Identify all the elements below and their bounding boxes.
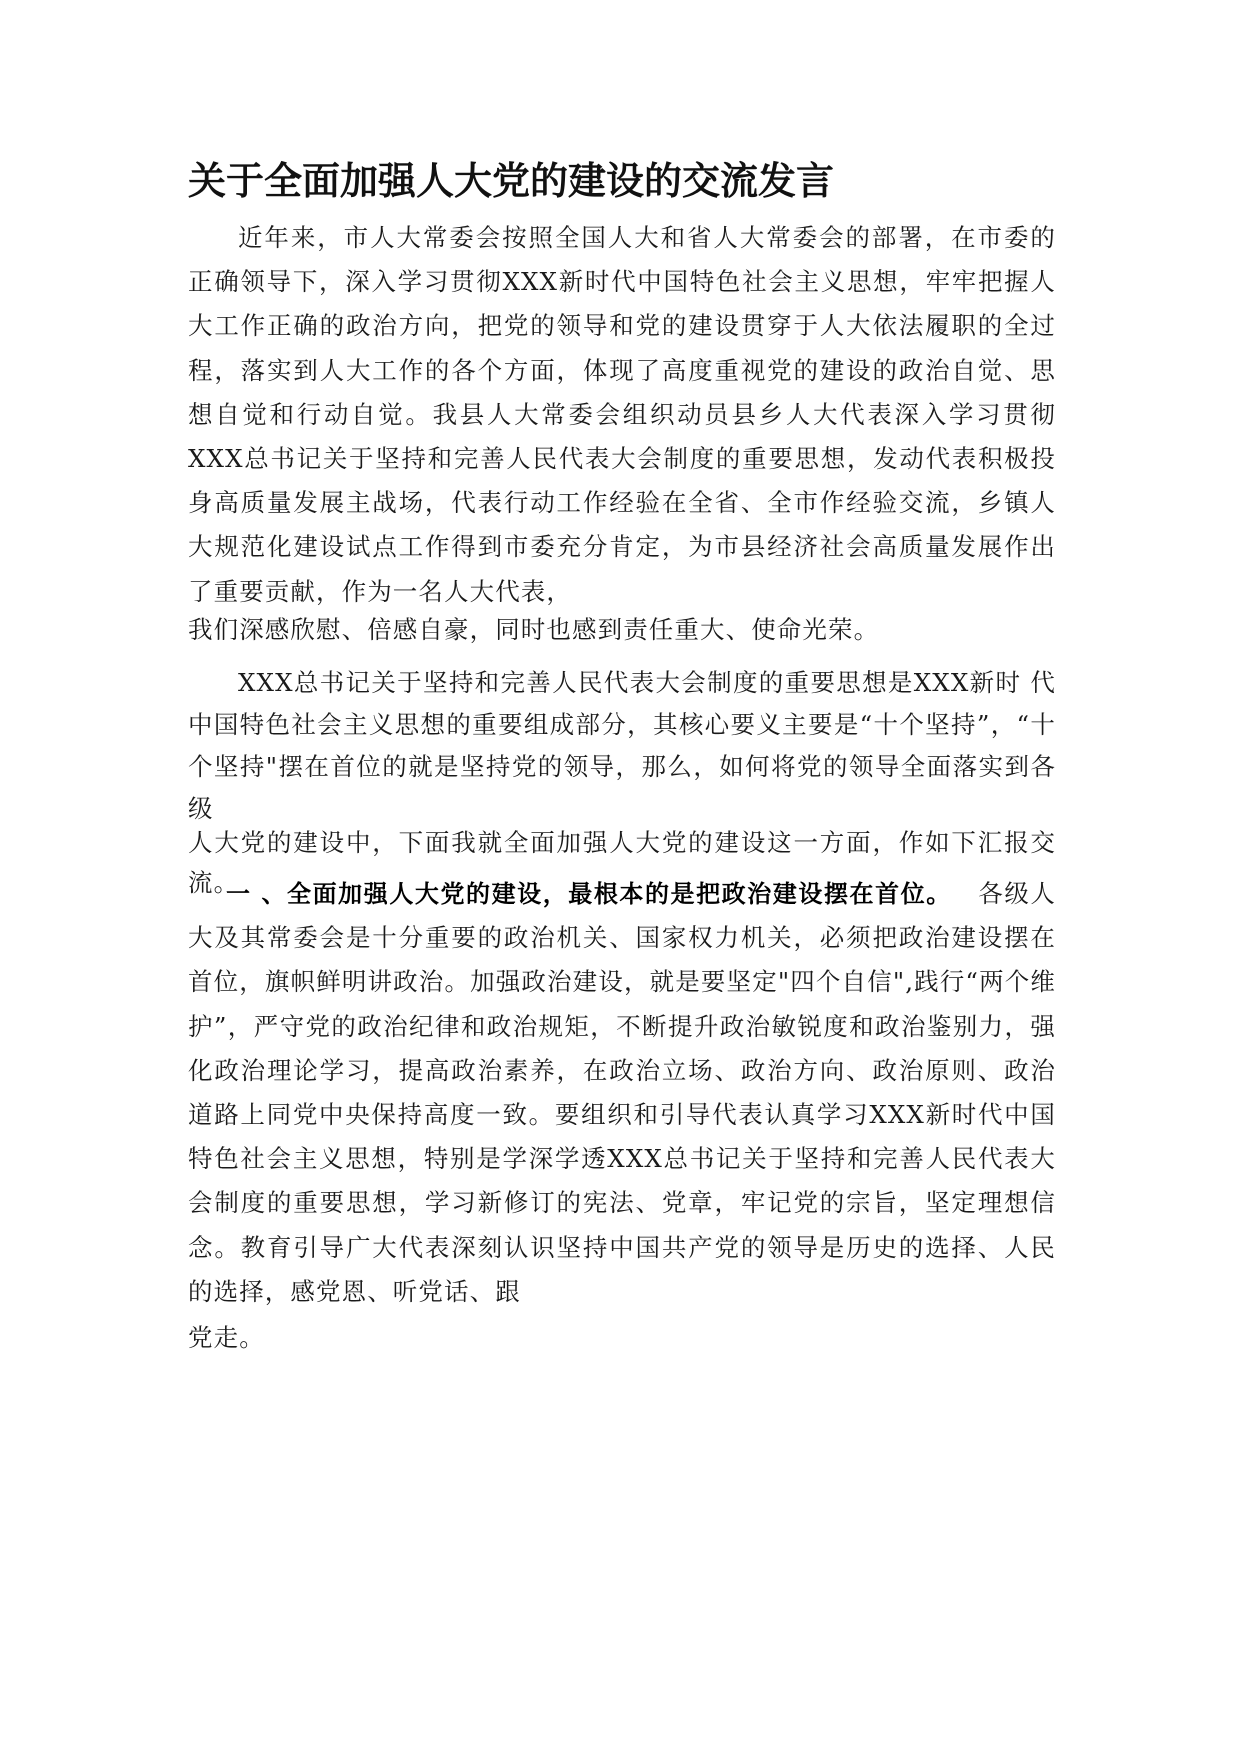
paragraph-2: XXX总书记关于坚持和完善人民代表大会制度的重要思想是XXX新时 代中国特色社会主义思想的重要组成部分，其核心要义主要是“十个坚持”，“十个坚持"摆在首位的就是坚持党的领导，那么，如何将党的领导全面落实到各级 <box>188 668 1056 823</box>
paragraph-1: 近年来，市人大常委会按照全国人大和省人大常委会的部署，在市委的正确领导下，深入学习贯彻XXX新时代中国特色社会主义思想，牢牢把握人大工作正确的政治方向，把党的领导和党的建设贯穿于人大依法履职的全过程，落实到人大工作的各个方面，体现了高度重视党的建设的政治自觉、思想自觉和行动自觉。我县人大常委会组织动员县乡人大代表深入学习贯彻XXX总书记关于坚持和完善人民代表大会制度的重要思想，发动代表积极投身高质量发展主战场，代表行动工作经验在全省、全市作经验交流，乡镇人大规范化建设试点工作得到市委充分肯定，为市县经济社会高质量发展作出了重要贡献，作为一名人大代表， <box>188 223 1056 606</box>
paragraph-1-last-line: 我们深感欣慰、倍感自豪，同时也感到责任重大、使命光荣。 <box>188 615 880 644</box>
paragraph-2-last-line: 人大党的建设中，下面我就全面加强人大党的建设这一方面，作如下汇报交流。 <box>188 828 1056 897</box>
document-title: 关于全面加强人大党的建设的交流发言 <box>188 159 835 203</box>
section-heading-1: 一 、全面加强人大党的建设，最根本的是把政治建设摆在首位。 <box>226 880 952 908</box>
paragraph-3-body: 各级人大及其常委会是十分重要的政治机关、国家权力机关，必须把政治建设摆在首位，旗帜鲜明讲政治。加强政治建设，就是要坚定"四个自信",践行“两个维护”，严守党的政治纪律和政治规矩，不断提升政治敏锐度和政治鉴别力，强化政治理论学习，提高政治素养，在政治立场、政治方向、政治原则、政治道路上同党中央保持高度一致。要组织和引导代表认真学习XXX新时代中国特色社会主义思想，特别是学深学透XXX总书记关于坚持和完善人民代表大会制度的重要思想，学习新修订的宪法、党章，牢记党的宗旨，坚定理想信念。教育引导广大代表深刻认识坚持中国共产党的领导是历史的选择、人民的选择，感党恩、听党话、跟 <box>188 879 1056 1306</box>
paragraph-3 <box>188 872 1056 1314</box>
paragraph-3-last-line: 党走。 <box>188 1323 265 1352</box>
